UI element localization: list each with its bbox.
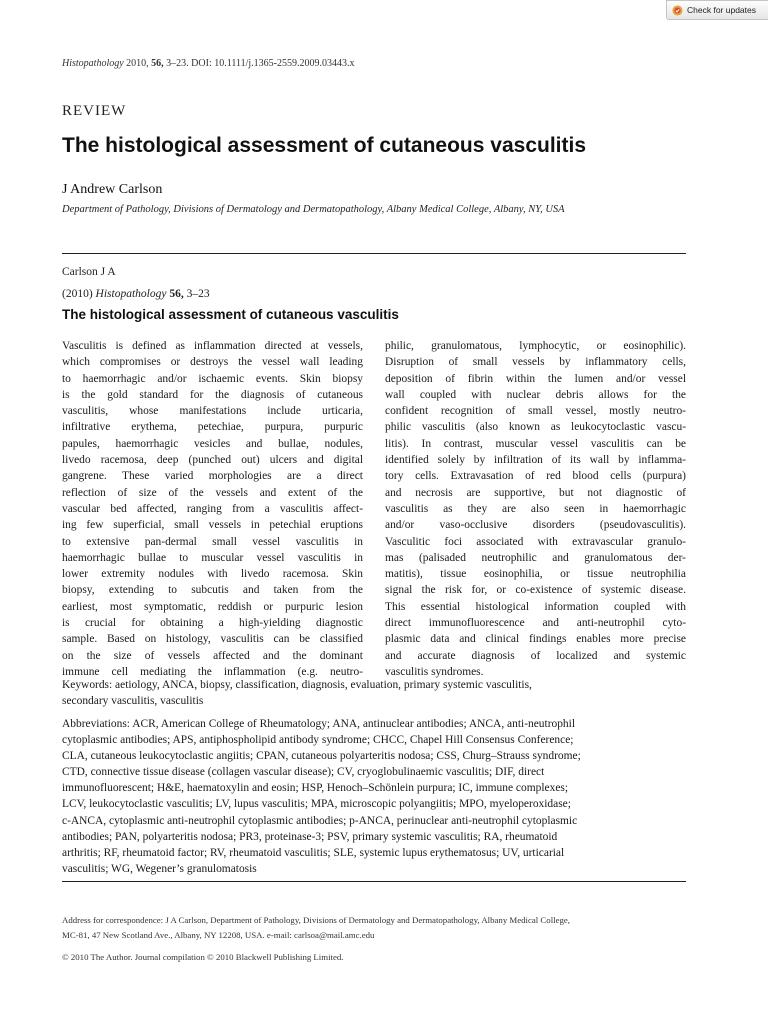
text-line: Vasculitis is defined as inflammation directed at vessels,: [62, 340, 363, 352]
text-line: identified solely by infiltration of its wall by inflamma-: [385, 454, 686, 467]
text-line: CLA, cutaneous leukocytoclastic angiitis; CPAN, cutaneous polyarteritis nodosa; CSS, Churg–Strauss syndrome;: [62, 750, 581, 763]
text-line: gangrene. These varied morphologies are a direct: [62, 470, 363, 483]
text-line: mas (palisaded neutrophilic and granulomatous der-: [385, 551, 686, 564]
correspondence-line: MC-81, 47 New Scotland Ave., Albany, NY 12208, USA. e-mail: carlsoa@mail.amc.edu: [62, 929, 375, 940]
text-line: tory cells. Extravasation of red blood cells (purpura): [385, 470, 686, 483]
journal-year: 2010,: [126, 58, 149, 69]
text-line: infiltrative erythema, petechiae, purpura, purpuric: [62, 421, 363, 434]
journal-name: Histopathology: [62, 58, 124, 69]
text-line: biopsy, extending to subcutis and taken from the: [62, 584, 363, 597]
author-name: J Andrew Carlson: [62, 182, 163, 197]
divider-top: [62, 253, 686, 254]
text-line: wall coupled with nuclear debris allows for the: [385, 388, 686, 401]
text-line: haemorrhagic bullae to muscular vessel vasculitis in: [62, 551, 363, 564]
text-line: CTD, connective tissue disease (collagen vascular disease); CV, cryoglobulinaemic vasculitis; DIF, direct: [62, 766, 545, 779]
citation-pages: 3–23: [186, 288, 210, 300]
text-line: vasculitis; WG, Wegener’s granulomatosis: [62, 862, 257, 875]
correspondence-line: Address for correspondence: J A Carlson, Department of Pathology, Divisions of Dermatology and Dermatopathology, Albany Medical College,: [62, 915, 570, 925]
check-updates-label: Check for updates: [687, 5, 756, 15]
text-line: matitis), tissue eosinophilia, or tissue neutrophilia: [385, 568, 686, 581]
journal-reference: [62, 58, 355, 69]
text-line: and accurate diagnosis of localized and systemic: [385, 649, 686, 662]
text-line: vascular bed affected, ranging from a vasculitis affect-: [62, 502, 363, 515]
text-line: which compromises or destroys the vessel wall leading: [62, 356, 363, 369]
text-line: lower extremity nodules with livedo racemosa. Skin: [62, 568, 363, 581]
text-line: livedo racemosa, deep (punched out) ulcers and digital: [62, 454, 363, 467]
copyright-notice: © 2010 The Author. Journal compilation © 2010 Blackwell Publishing Limited.: [62, 952, 344, 962]
text-line: Keywords: aetiology, ANCA, biopsy, classification, diagnosis, evaluation, primary systemic vasculitis,: [62, 679, 532, 691]
abbreviations: [62, 716, 692, 877]
text-line: philic, granulomatous, lymphocytic, or eosinophilic).: [385, 340, 686, 352]
text-line: Vasculitic foci associated with extravascular granulo-: [385, 535, 686, 548]
journal-pages-doi: 3–23. DOI: 10.1111/j.1365-2559.2009.03443.x: [166, 58, 355, 69]
text-line: signal the risk for, or co-existence of systemic disease.: [385, 584, 686, 597]
abstract-right-column: [385, 338, 686, 680]
text-line: LCV, leukocytoclastic vasculitis; LV, lupus vasculitis; MPA, microscopic polyangiitis; MPO, myeloperoxidase;: [62, 798, 571, 811]
text-line: arthritis; RF, rheumatoid factor; RV, rheumatoid vasculitis; SLE, systemic lupus erythematosus; UV, urticarial: [62, 846, 565, 859]
text-line: cytoplasmic antibodies; APS, antiphospholipid antibody syndrome; CHCC, Chapel Hill Consensus Conference;: [62, 734, 574, 747]
text-line: is crucial for obtaining a high-yielding diagnostic: [62, 617, 363, 630]
article-title: The histological assessment of cutaneous vasculitis: [62, 134, 586, 157]
abstract-title: The histological assessment of cutaneous vasculitis: [62, 307, 399, 322]
text-line: sample. Based on histology, vasculitis can be classified: [62, 633, 363, 646]
abstract-left-column: [62, 338, 363, 680]
text-line: This essential histological information coupled with: [385, 600, 686, 613]
text-line: secondary vasculitis, vasculitis: [62, 695, 204, 708]
citation-year: (2010): [62, 288, 93, 300]
divider-bottom: [62, 881, 686, 882]
text-line: philic vasculitis (also known as leukocytoclastic vascu-: [385, 421, 686, 434]
text-line: direct immunofluorescence and anti-neutrophil cyto-: [385, 617, 686, 630]
text-line: ing few superficial, small vessels in petechial eruptions: [62, 519, 363, 532]
text-line: Abbreviations: ACR, American College of Rheumatology; ANA, antinuclear antibodies; ANCA, anti-neutrophil: [62, 718, 576, 730]
text-line: immune cell mediating the inflammation (e.g. neutro-: [62, 665, 363, 678]
text-line: litis). In contrast, muscular vessel vasculitis can be: [385, 437, 686, 450]
author-affiliation: Department of Pathology, Divisions of Dermatology and Dermatopathology, Albany Medical College, Albany, NY, USA: [62, 204, 565, 215]
text-line: on the size of vessels affected and the dominant: [62, 649, 363, 662]
text-line: and/or vaso-occlusive disorders (pseudovasculitis).: [385, 519, 686, 532]
citation-line: [62, 288, 210, 300]
text-line: deposition of fibrin within the lumen and/or vessel: [385, 372, 686, 385]
citation-author: Carlson J A: [62, 266, 116, 278]
section-label: REVIEW: [62, 103, 127, 119]
text-line: vasculitis, whose manifestations include urticaria,: [62, 405, 363, 418]
text-line: Disruption of small vessels by inflammatory cells,: [385, 356, 686, 369]
text-line: reflection of size of the vessels and extent of the: [62, 486, 363, 499]
citation-volume: 56,: [169, 288, 184, 300]
text-line: plasmic data and clinical findings enables more precise: [385, 633, 686, 646]
citation-journal: Histopathology: [95, 288, 167, 300]
check-for-updates-button[interactable]: [666, 0, 768, 20]
text-line: vasculitis as they are also seen in haemorrhagic: [385, 502, 686, 515]
text-line: earliest, most symptomatic, reddish or purpuric lesion: [62, 600, 363, 613]
text-line: to haemorrhagic and/or ischaemic events. Skin biopsy: [62, 372, 363, 385]
text-line: is the gold standard for the diagnosis of cutaneous: [62, 388, 363, 401]
keywords: [62, 677, 692, 709]
text-line: vasculitis syndromes.: [385, 665, 484, 678]
text-line: c-ANCA, cytoplasmic anti-neutrophil cytoplasmic antibodies; p-ANCA, perinuclear anti-neutrophil cytoplasmic: [62, 814, 578, 827]
journal-volume: 56,: [151, 58, 164, 69]
check-updates-icon: [672, 5, 683, 16]
text-line: immunofluorescent; H&E, haematoxylin and eosin; HSP, Henoch–Schönlein purpura; IC, immune complexes;: [62, 782, 569, 795]
text-line: confident recognition of small vessel, mostly neutro-: [385, 405, 686, 418]
correspondence-address: [62, 913, 570, 942]
text-line: papules, haemorrhagic vesicles and bullae, nodules,: [62, 437, 363, 450]
text-line: to extensive pan-dermal small vessel vasculitis in: [62, 535, 363, 548]
text-line: antibodies; PAN, polyarteritis nodosa; PR3, proteinase-3; PSV, primary systemic vasculitis; RA, rheumatoid: [62, 830, 558, 843]
text-line: and necrosis are supportive, but not diagnostic of: [385, 486, 686, 499]
